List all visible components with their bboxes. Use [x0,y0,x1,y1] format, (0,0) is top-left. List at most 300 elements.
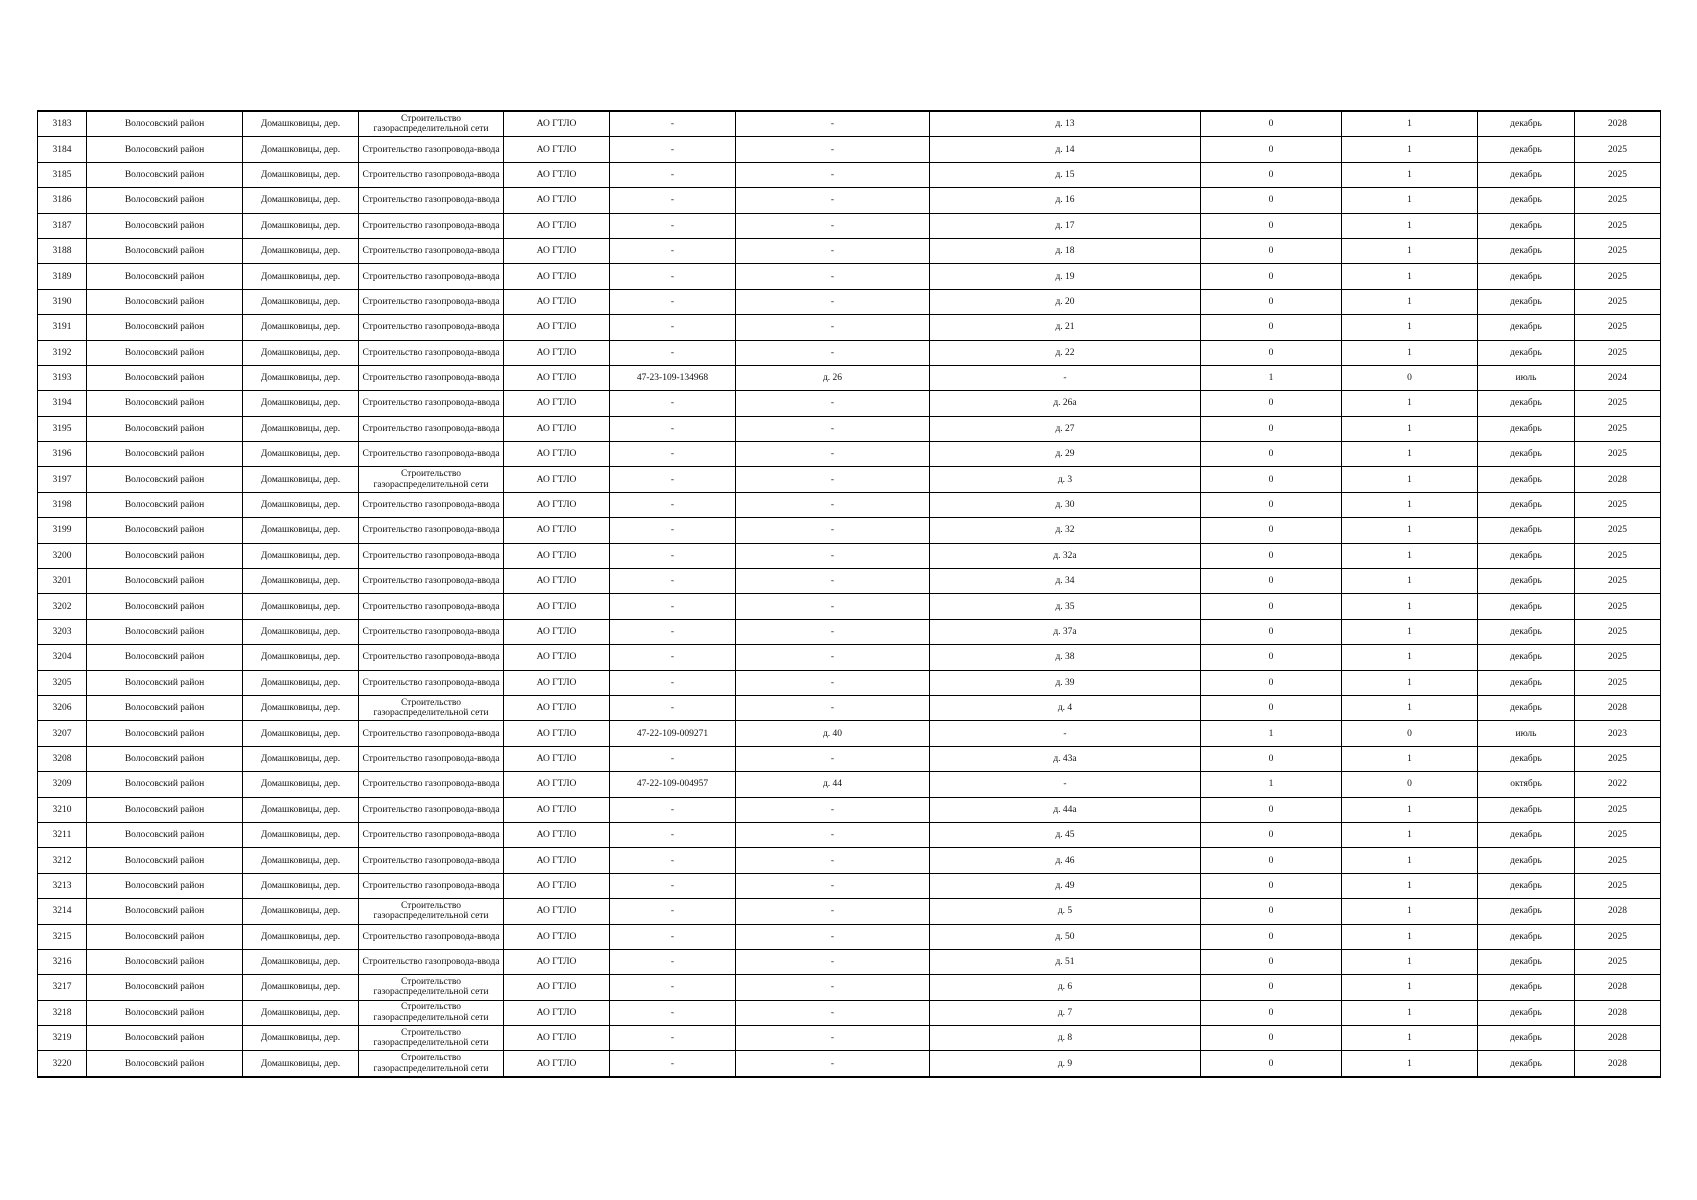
connected-address-cell: - [736,797,930,822]
district-cell: Волосовский район [87,492,243,517]
organization-cell: АО ГТЛО [504,1026,610,1051]
organization-cell: АО ГТЛО [504,442,610,467]
table-row [38,111,1661,137]
connected-count-cell: 0 [1201,162,1342,187]
table-row [38,721,1661,746]
settlement-cell: Домашковицы, дер. [243,797,359,822]
organization-cell: АО ГТЛО [504,365,610,390]
cadastral-number-cell: - [610,111,736,137]
planned-count-cell: 1 [1342,1000,1478,1025]
settlement-cell: Домашковицы, дер. [243,619,359,644]
connected-count-cell: 0 [1201,340,1342,365]
planned-count-cell: 1 [1342,949,1478,974]
district-cell: Волосовский район [87,1000,243,1025]
district-cell: Волосовский район [87,238,243,263]
cadastral-number-cell: 47-22-109-009271 [610,721,736,746]
district-cell: Волосовский район [87,873,243,898]
cadastral-number-cell: - [610,1051,736,1077]
year-cell: 2025 [1575,822,1661,847]
organization-cell: АО ГТЛО [504,594,610,619]
connected-address-cell: - [736,619,930,644]
work-type-cell: Строительство газопровода-ввода [359,238,504,263]
settlement-cell: Домашковицы, дер. [243,569,359,594]
connected-count-cell: 0 [1201,619,1342,644]
planned-count-cell: 1 [1342,619,1478,644]
work-type-cell: Строительство газопровода-ввода [359,822,504,847]
planned-count-cell: 1 [1342,213,1478,238]
work-type-cell: Строительство газопровода-ввода [359,264,504,289]
connected-count-cell: 1 [1201,721,1342,746]
planned-address-cell: д. 50 [930,924,1201,949]
organization-cell: АО ГТЛО [504,746,610,771]
cadastral-number-cell: - [610,442,736,467]
table-row [38,162,1661,187]
planned-count-cell: 1 [1342,111,1478,137]
table-row [38,924,1661,949]
settlement-cell: Домашковицы, дер. [243,416,359,441]
settlement-cell: Домашковицы, дер. [243,315,359,340]
district-cell: Волосовский район [87,1026,243,1051]
cadastral-number-cell: - [610,162,736,187]
planned-address-cell: д. 45 [930,822,1201,847]
planned-address-cell: д. 15 [930,162,1201,187]
settlement-cell: Домашковицы, дер. [243,1051,359,1077]
connected-address-cell: д. 40 [736,721,930,746]
cadastral-number-cell: - [610,1026,736,1051]
connected-address-cell: д. 44 [736,772,930,797]
work-type-cell: Строительство газопровода-ввода [359,772,504,797]
cadastral-number-cell: - [610,899,736,924]
row-number-cell: 3208 [38,746,87,771]
table-row [38,315,1661,340]
district-cell: Волосовский район [87,797,243,822]
connected-address-cell: - [736,899,930,924]
settlement-cell: Домашковицы, дер. [243,340,359,365]
planned-count-cell: 1 [1342,924,1478,949]
connected-address-cell: - [736,518,930,543]
connected-address-cell: - [736,111,930,137]
organization-cell: АО ГТЛО [504,695,610,720]
connected-address-cell: - [736,492,930,517]
connected-address-cell: - [736,975,930,1000]
district-cell: Волосовский район [87,213,243,238]
year-cell: 2025 [1575,162,1661,187]
month-cell: декабрь [1478,238,1575,263]
connected-count-cell: 0 [1201,797,1342,822]
district-cell: Волосовский район [87,162,243,187]
year-cell: 2025 [1575,442,1661,467]
planned-address-cell: д. 32а [930,543,1201,568]
year-cell: 2024 [1575,365,1661,390]
settlement-cell: Домашковицы, дер. [243,1000,359,1025]
district-cell: Волосовский район [87,899,243,924]
month-cell: декабрь [1478,1026,1575,1051]
row-number-cell: 3191 [38,315,87,340]
table-row [38,543,1661,568]
planned-address-cell: д. 18 [930,238,1201,263]
planned-address-cell: д. 35 [930,594,1201,619]
row-number-cell: 3188 [38,238,87,263]
district-cell: Волосовский район [87,391,243,416]
organization-cell: АО ГТЛО [504,949,610,974]
connected-count-cell: 0 [1201,416,1342,441]
connected-address-cell: - [736,238,930,263]
organization-cell: АО ГТЛО [504,670,610,695]
connected-count-cell: 0 [1201,848,1342,873]
year-cell: 2025 [1575,924,1661,949]
settlement-cell: Домашковицы, дер. [243,492,359,517]
month-cell: декабрь [1478,111,1575,137]
district-cell: Волосовский район [87,721,243,746]
organization-cell: АО ГТЛО [504,264,610,289]
month-cell: декабрь [1478,695,1575,720]
cadastral-number-cell: - [610,619,736,644]
connected-address-cell: - [736,289,930,314]
table-row [38,619,1661,644]
month-cell: декабрь [1478,137,1575,162]
connected-count-cell: 0 [1201,289,1342,314]
connected-count-cell: 0 [1201,924,1342,949]
work-type-cell: Строительство газопровода-ввода [359,569,504,594]
cadastral-number-cell: - [610,518,736,543]
connected-address-cell: - [736,264,930,289]
cadastral-number-cell: - [610,467,736,492]
organization-cell: АО ГТЛО [504,467,610,492]
district-cell: Волосовский район [87,111,243,137]
row-number-cell: 3212 [38,848,87,873]
planned-address-cell: д. 49 [930,873,1201,898]
table-row [38,416,1661,441]
planned-count-cell: 1 [1342,442,1478,467]
planned-count-cell: 1 [1342,518,1478,543]
cadastral-number-cell: - [610,238,736,263]
cadastral-number-cell: - [610,949,736,974]
organization-cell: АО ГТЛО [504,797,610,822]
month-cell: июль [1478,721,1575,746]
connected-address-cell: - [736,670,930,695]
table-row [38,340,1661,365]
work-type-cell: Строительство газопровода-ввода [359,213,504,238]
organization-cell: АО ГТЛО [504,238,610,263]
table-row [38,848,1661,873]
planned-address-cell: д. 44а [930,797,1201,822]
cadastral-number-cell: - [610,645,736,670]
district-cell: Волосовский район [87,975,243,1000]
settlement-cell: Домашковицы, дер. [243,848,359,873]
row-number-cell: 3186 [38,188,87,213]
district-cell: Волосовский район [87,746,243,771]
district-cell: Волосовский район [87,467,243,492]
connected-count-cell: 0 [1201,569,1342,594]
settlement-cell: Домашковицы, дер. [243,924,359,949]
planned-address-cell: д. 17 [930,213,1201,238]
connected-address-cell: - [736,188,930,213]
settlement-cell: Домашковицы, дер. [243,746,359,771]
work-type-cell: Строительство газопровода-ввода [359,670,504,695]
year-cell: 2025 [1575,645,1661,670]
table-row [38,213,1661,238]
connected-address-cell: - [736,391,930,416]
settlement-cell: Домашковицы, дер. [243,543,359,568]
planned-count-cell: 1 [1342,695,1478,720]
cadastral-number-cell: - [610,188,736,213]
year-cell: 2025 [1575,594,1661,619]
settlement-cell: Домашковицы, дер. [243,467,359,492]
district-cell: Волосовский район [87,442,243,467]
work-type-cell: Строительство газораспределительной сети [359,1026,504,1051]
planned-address-cell: - [930,721,1201,746]
planned-address-cell: д. 34 [930,569,1201,594]
organization-cell: АО ГТЛО [504,1051,610,1077]
cadastral-number-cell: - [610,695,736,720]
work-type-cell: Строительство газораспределительной сети [359,695,504,720]
planned-address-cell: д. 27 [930,416,1201,441]
connected-address-cell: - [736,1026,930,1051]
table-row [38,873,1661,898]
year-cell: 2028 [1575,695,1661,720]
connected-count-cell: 0 [1201,467,1342,492]
district-cell: Волосовский район [87,416,243,441]
connected-address-cell: - [736,873,930,898]
year-cell: 2025 [1575,188,1661,213]
month-cell: декабрь [1478,543,1575,568]
connected-address-cell: - [736,822,930,847]
row-number-cell: 3220 [38,1051,87,1077]
organization-cell: АО ГТЛО [504,315,610,340]
planned-count-cell: 1 [1342,670,1478,695]
organization-cell: АО ГТЛО [504,822,610,847]
cadastral-number-cell: - [610,848,736,873]
table-row [38,365,1661,390]
work-type-cell: Строительство газопровода-ввода [359,848,504,873]
planned-address-cell: д. 9 [930,1051,1201,1077]
month-cell: декабрь [1478,467,1575,492]
organization-cell: АО ГТЛО [504,899,610,924]
row-number-cell: 3217 [38,975,87,1000]
planned-address-cell: д. 39 [930,670,1201,695]
planned-address-cell: д. 3 [930,467,1201,492]
organization-cell: АО ГТЛО [504,873,610,898]
connected-count-cell: 0 [1201,442,1342,467]
planned-address-cell: д. 43а [930,746,1201,771]
row-number-cell: 3207 [38,721,87,746]
planned-count-cell: 1 [1342,746,1478,771]
connected-address-cell: - [736,746,930,771]
year-cell: 2022 [1575,772,1661,797]
planned-address-cell: д. 29 [930,442,1201,467]
work-type-cell: Строительство газопровода-ввода [359,746,504,771]
month-cell: декабрь [1478,340,1575,365]
planned-count-cell: 1 [1342,822,1478,847]
row-number-cell: 3206 [38,695,87,720]
planned-count-cell: 1 [1342,315,1478,340]
year-cell: 2025 [1575,569,1661,594]
row-number-cell: 3203 [38,619,87,644]
connected-count-cell: 0 [1201,670,1342,695]
table-row [38,492,1661,517]
settlement-cell: Домашковицы, дер. [243,162,359,187]
connected-count-cell: 0 [1201,264,1342,289]
settlement-cell: Домашковицы, дер. [243,949,359,974]
planned-address-cell: д. 46 [930,848,1201,873]
month-cell: декабрь [1478,416,1575,441]
year-cell: 2025 [1575,949,1661,974]
table-row [38,238,1661,263]
planned-address-cell: - [930,772,1201,797]
settlement-cell: Домашковицы, дер. [243,264,359,289]
year-cell: 2025 [1575,670,1661,695]
planned-address-cell: д. 14 [930,137,1201,162]
planned-count-cell: 1 [1342,416,1478,441]
year-cell: 2028 [1575,1000,1661,1025]
planned-address-cell: д. 32 [930,518,1201,543]
year-cell: 2025 [1575,543,1661,568]
month-cell: декабрь [1478,442,1575,467]
row-number-cell: 3209 [38,772,87,797]
table-row [38,822,1661,847]
settlement-cell: Домашковицы, дер. [243,772,359,797]
connected-count-cell: 0 [1201,213,1342,238]
planned-count-cell: 1 [1342,645,1478,670]
district-cell: Волосовский район [87,670,243,695]
row-number-cell: 3194 [38,391,87,416]
connected-address-cell: - [736,1000,930,1025]
planned-address-cell: д. 4 [930,695,1201,720]
planned-address-cell: д. 8 [930,1026,1201,1051]
cadastral-number-cell: - [610,822,736,847]
table-row [38,670,1661,695]
planned-count-cell: 1 [1342,492,1478,517]
planned-address-cell: - [930,365,1201,390]
row-number-cell: 3185 [38,162,87,187]
connected-address-cell: - [736,645,930,670]
organization-cell: АО ГТЛО [504,645,610,670]
connected-count-cell: 0 [1201,822,1342,847]
cadastral-number-cell: - [610,746,736,771]
work-type-cell: Строительство газораспределительной сети [359,467,504,492]
settlement-cell: Домашковицы, дер. [243,289,359,314]
month-cell: декабрь [1478,924,1575,949]
connected-count-cell: 0 [1201,188,1342,213]
row-number-cell: 3197 [38,467,87,492]
year-cell: 2025 [1575,340,1661,365]
row-number-cell: 3193 [38,365,87,390]
cadastral-number-cell: - [610,873,736,898]
month-cell: октябрь [1478,772,1575,797]
organization-cell: АО ГТЛО [504,289,610,314]
year-cell: 2025 [1575,289,1661,314]
row-number-cell: 3187 [38,213,87,238]
year-cell: 2025 [1575,264,1661,289]
district-cell: Волосовский район [87,340,243,365]
connected-address-cell: - [736,594,930,619]
organization-cell: АО ГТЛО [504,416,610,441]
connected-count-cell: 0 [1201,315,1342,340]
month-cell: декабрь [1478,162,1575,187]
planned-address-cell: д. 20 [930,289,1201,314]
registry-sheet [37,110,1660,1078]
settlement-cell: Домашковицы, дер. [243,645,359,670]
work-type-cell: Строительство газопровода-ввода [359,289,504,314]
month-cell: декабрь [1478,670,1575,695]
work-type-cell: Строительство газопровода-ввода [359,492,504,517]
work-type-cell: Строительство газопровода-ввода [359,162,504,187]
cadastral-number-cell: - [610,213,736,238]
settlement-cell: Домашковицы, дер. [243,213,359,238]
settlement-cell: Домашковицы, дер. [243,822,359,847]
year-cell: 2028 [1575,975,1661,1000]
month-cell: декабрь [1478,492,1575,517]
planned-count-cell: 1 [1342,162,1478,187]
cadastral-number-cell: - [610,594,736,619]
year-cell: 2025 [1575,848,1661,873]
connected-count-cell: 0 [1201,137,1342,162]
planned-count-cell: 1 [1342,899,1478,924]
cadastral-number-cell: - [610,137,736,162]
year-cell: 2025 [1575,619,1661,644]
district-cell: Волосовский район [87,365,243,390]
planned-count-cell: 1 [1342,543,1478,568]
table-row [38,645,1661,670]
work-type-cell: Строительство газопровода-ввода [359,594,504,619]
planned-address-cell: д. 37а [930,619,1201,644]
cadastral-number-cell: - [610,975,736,1000]
cadastral-number-cell: - [610,797,736,822]
organization-cell: АО ГТЛО [504,340,610,365]
work-type-cell: Строительство газопровода-ввода [359,949,504,974]
connected-count-cell: 0 [1201,1026,1342,1051]
connected-count-cell: 0 [1201,746,1342,771]
settlement-cell: Домашковицы, дер. [243,365,359,390]
connected-address-cell: - [736,924,930,949]
table-row [38,772,1661,797]
table-row [38,746,1661,771]
month-cell: декабрь [1478,264,1575,289]
work-type-cell: Строительство газопровода-ввода [359,543,504,568]
connected-count-cell: 0 [1201,518,1342,543]
row-number-cell: 3215 [38,924,87,949]
connected-count-cell: 1 [1201,365,1342,390]
year-cell: 2025 [1575,213,1661,238]
month-cell: декабрь [1478,518,1575,543]
organization-cell: АО ГТЛО [504,924,610,949]
year-cell: 2025 [1575,797,1661,822]
connected-count-cell: 0 [1201,391,1342,416]
work-type-cell: Строительство газопровода-ввода [359,137,504,162]
district-cell: Волосовский район [87,518,243,543]
table-row [38,518,1661,543]
row-number-cell: 3205 [38,670,87,695]
connected-address-cell: - [736,543,930,568]
planned-count-cell: 0 [1342,721,1478,746]
work-type-cell: Строительство газопровода-ввода [359,365,504,390]
connected-address-cell: - [736,340,930,365]
district-cell: Волосовский район [87,949,243,974]
table-row [38,1000,1661,1025]
connected-count-cell: 0 [1201,1051,1342,1077]
district-cell: Волосовский район [87,1051,243,1077]
work-type-cell: Строительство газопровода-ввода [359,416,504,441]
planned-count-cell: 1 [1342,848,1478,873]
work-type-cell: Строительство газопровода-ввода [359,721,504,746]
district-cell: Волосовский район [87,772,243,797]
connected-address-cell: - [736,162,930,187]
table-row [38,467,1661,492]
district-cell: Волосовский район [87,569,243,594]
row-number-cell: 3196 [38,442,87,467]
connected-address-cell: - [736,442,930,467]
table-row [38,264,1661,289]
